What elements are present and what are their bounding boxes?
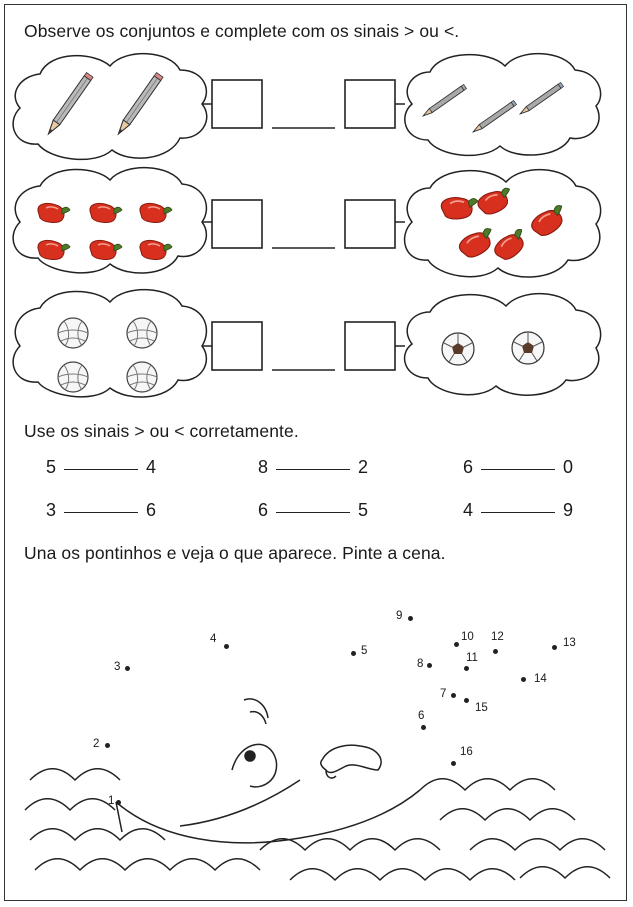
comparison-left-number: 3 [45, 500, 56, 520]
comparison-blank[interactable] [276, 469, 350, 470]
dot-point[interactable]: 2 [93, 738, 99, 750]
comparison-right-number: 4 [145, 457, 156, 477]
instruction-compare-sets: Observe os conjuntos e complete com os sinais > ou <. [24, 21, 460, 41]
dot-point[interactable]: 6 [418, 710, 424, 722]
comparison-right-number: 9 [562, 500, 573, 520]
dot-point[interactable]: 13 [552, 637, 576, 649]
comparison-exercise [256, 500, 370, 521]
answer-box[interactable] [212, 80, 262, 128]
set-cloud [405, 54, 601, 156]
comparison-exercise [44, 457, 158, 478]
dot-point[interactable]: 10 [454, 631, 474, 643]
comparison-left-number: 6 [257, 500, 268, 520]
dot-point[interactable]: 3 [114, 661, 120, 673]
dot-point[interactable]: 11 [464, 652, 478, 664]
comparison-right-number: 5 [357, 500, 368, 520]
dot-point[interactable]: 15 [463, 696, 488, 708]
answer-box[interactable] [212, 200, 262, 248]
comparison-left-number: 4 [462, 500, 473, 520]
comparison-exercise [44, 500, 158, 521]
set-cloud [13, 290, 206, 397]
comparison-blank[interactable] [481, 469, 555, 470]
set-cloud [405, 170, 601, 277]
dot-point[interactable]: 16 [451, 746, 473, 758]
comparison-blank[interactable] [481, 512, 555, 513]
set-cloud [13, 54, 207, 160]
comparison-right-number: 0 [562, 457, 573, 477]
set-cloud [405, 294, 601, 396]
whale-scene [25, 699, 610, 880]
comparison-blank[interactable] [64, 512, 138, 513]
dot-point[interactable]: 9 [396, 610, 402, 622]
dot-point[interactable]: 14 [521, 673, 547, 685]
instruction-connect-dots: Una os pontinhos e veja o que aparece. Pinte a cena. [24, 543, 446, 563]
comparison-exercise [461, 457, 575, 478]
instruction-use-signs: Use os sinais > ou < corretamente. [24, 421, 299, 441]
comparison-right-number: 6 [145, 500, 156, 520]
comparison-exercise [461, 500, 575, 521]
dot-point[interactable]: 5 [351, 645, 367, 657]
comparison-exercise [256, 457, 370, 478]
comparison-right-number: 2 [357, 457, 368, 477]
comparison-blank[interactable] [64, 469, 138, 470]
dot-point[interactable]: 8 [417, 658, 423, 670]
answer-box[interactable] [345, 200, 395, 248]
comparison-left-number: 5 [45, 457, 56, 477]
dot-point[interactable]: 4 [210, 633, 216, 645]
answer-box[interactable] [345, 80, 395, 128]
dot-point[interactable]: 7 [440, 688, 446, 700]
comparison-left-number: 6 [462, 457, 473, 477]
comparison-blank[interactable] [276, 512, 350, 513]
answer-box[interactable] [212, 322, 262, 370]
dot-point[interactable]: 12 [491, 631, 504, 643]
comparison-left-number: 8 [257, 457, 268, 477]
dot-point[interactable]: 1 [108, 795, 114, 807]
answer-box[interactable] [345, 322, 395, 370]
